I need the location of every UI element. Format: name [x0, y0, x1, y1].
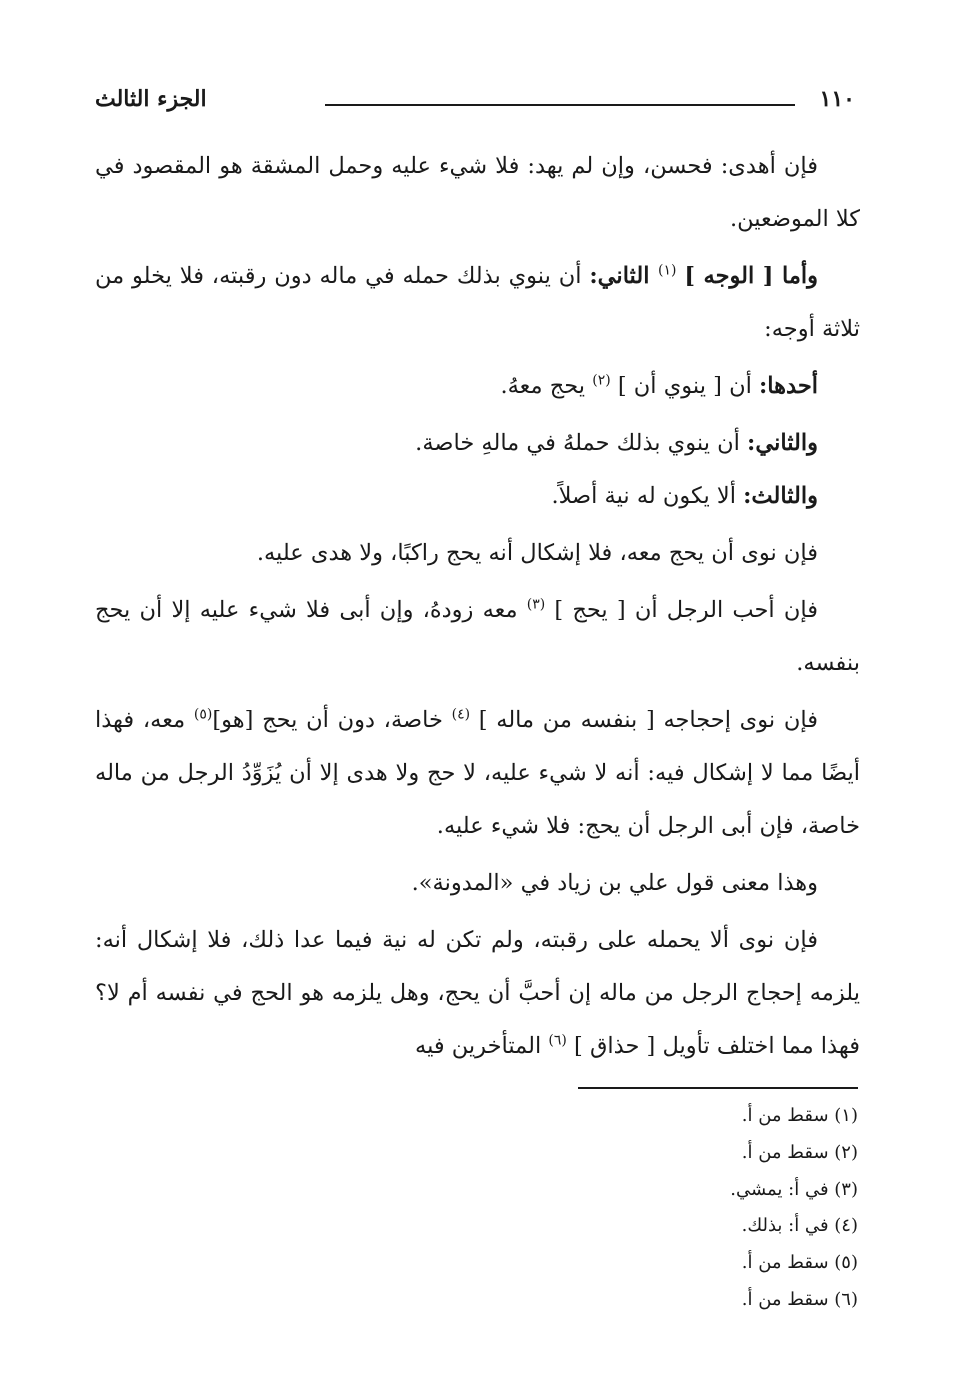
footnote: (٤) في أ: بذلك.	[741, 1215, 858, 1237]
footnotes	[480, 1098, 858, 1319]
paragraph: أحدها: أن [ ينوي أن ] $^{(٢)}$ يحج معهُ.	[500, 372, 818, 399]
footnote-ref: (١)	[658, 262, 677, 279]
footnote-ref: (٥)	[193, 706, 213, 723]
footnote-ref: (٣)	[526, 596, 546, 613]
paragraph: والثالث: ألا يكون له نية أصلاً.	[551, 483, 818, 509]
page-number: ١١٠	[819, 86, 855, 112]
footnote-separator	[578, 1087, 858, 1089]
paragraph: فإن نوى إحجاجه [ بنفسه من ماله ] $^{(٤)}$ خاصة، دون أن يحج [هو]$^{(٥)}$ معه، فهذا أيضًا مما لا إشكال فيه: أنه لا شيء عليه، لا حج ولا هدى إلا أن يُزَوِّدُ الرجل من ماله خاصة، فإن أبى الرجل أن يحج: فلا شيء عليه.	[95, 706, 860, 839]
paragraph: وهذا معنى قول علي بن زياد في «المدونة».	[411, 870, 818, 896]
footnote-ref: (٤)	[451, 706, 471, 723]
page-header	[95, 82, 855, 122]
paragraph: فإن نوى أن يحج معه، فلا إشكال أنه يحج راكبًا، ولا هدى عليه.	[256, 540, 818, 566]
footnote-ref: (٦)	[548, 1032, 567, 1049]
paragraph: فإن أهدى: فحسن، وإن لم يهد: فلا شيء عليه وحمل المشقة هو المقصود في كلا الموضعين.	[95, 153, 860, 232]
header-rule	[325, 104, 795, 106]
paragraph: وأما [ الوجه ] $^{(١)}$ الثاني: أن ينوي بذلك حمله في ماله دون رقبته، فلا يخلو من ثلاثة أوجه:	[95, 262, 860, 342]
footnote-ref: (٢)	[592, 372, 611, 389]
footnote: (١) سقط من أ.	[741, 1105, 858, 1126]
main-text	[95, 140, 860, 1077]
volume-title: الجزء الثالث	[95, 86, 207, 112]
paragraph: والثاني: أن ينوي بذلك حملهُ في مالهِ خاصة.	[415, 430, 818, 456]
footnote: (٢) سقط من أ.	[741, 1141, 858, 1163]
footnote: (٣) في أ: يمشي.	[730, 1178, 858, 1200]
footnote: (٥) سقط من أ.	[741, 1252, 858, 1274]
paragraph: فإن نوى ألا يحمله على رقبته، ولم تكن له نية فيما عدا ذلك، فلا إشكال أنه: يلزمه إحجاج الرجل من ماله إن أحبَّ أن يحج، وهل يلزمه هو الحج في نفسه أم لا؟ فهذا مما اختلف تأويل [ حذاق ] $^{(٦)}$ المتأخرين فيه	[95, 927, 860, 1059]
paragraph: فإن أحب الرجل أن [ يحج ] $^{(٣)}$ معه زودهُ، وإن أبى فلا شيء عليه إلا أن يحج بنفسه.	[95, 596, 860, 676]
footnote: (٦) سقط من أ.	[741, 1288, 858, 1310]
